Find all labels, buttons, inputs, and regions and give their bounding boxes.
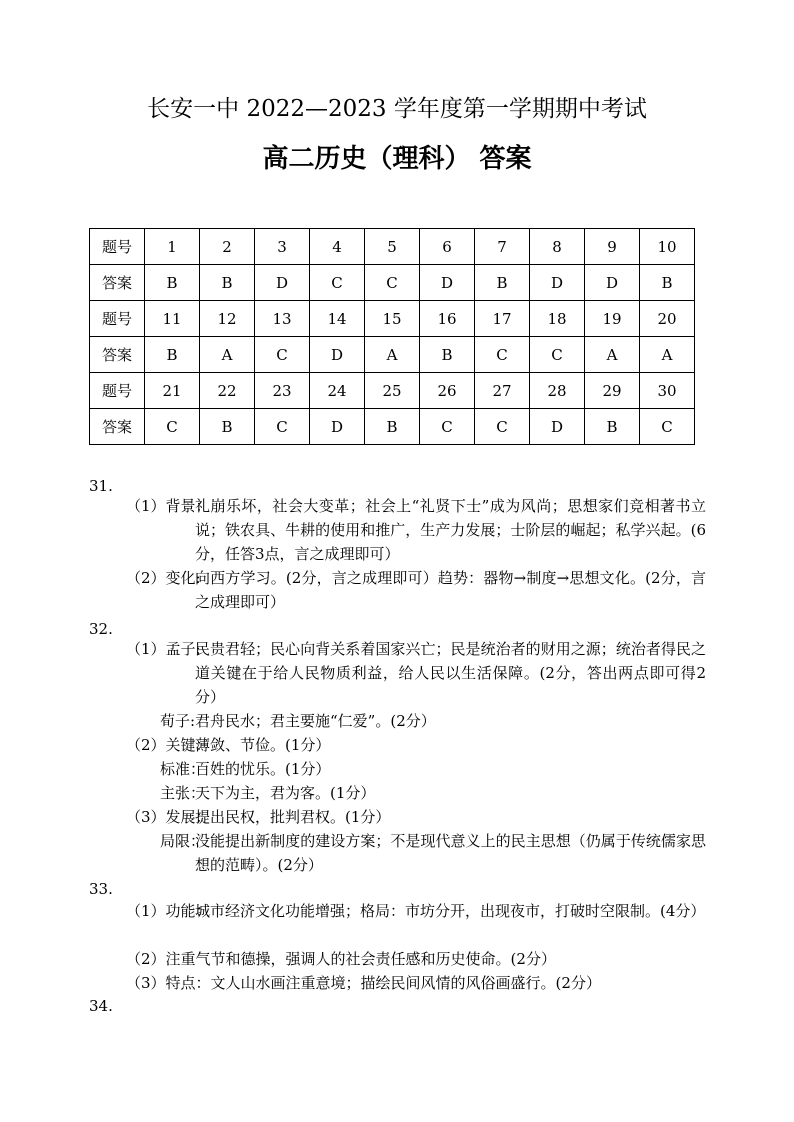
question-31-part-2-label: （2）变化: <box>126 569 201 587</box>
answer-table-cell: B <box>145 337 200 373</box>
question-33-part-1-label: （1）功能： <box>126 902 211 920</box>
answer-table-cell: B <box>585 409 640 445</box>
answer-table-row <box>90 337 695 373</box>
question-31-number: 31. <box>89 477 113 495</box>
question-32-part-1-text: 民贵君轻；民心向背关系着国家兴亡；民是统治者的财用之源；统治者得民之道关键在于给人民物质利益，给人民以生活保障。(2分，答出两点即可得2分） <box>195 640 706 706</box>
answer-table-cell: 16 <box>420 301 475 337</box>
answer-table-cell: 14 <box>310 301 365 337</box>
answer-table-cell: 1 <box>145 229 200 265</box>
answer-table <box>89 228 695 445</box>
page-title: 长安一中 2022—2023 学年度第一学期期中考试 <box>147 96 647 122</box>
question-32-part-2-label: （2）关键： <box>126 736 211 754</box>
answer-table-cell: B <box>475 265 530 301</box>
answer-table-cell: A <box>640 337 695 373</box>
answer-table-cell: B <box>200 265 255 301</box>
answer-table-cell: C <box>475 409 530 445</box>
answer-table-cell: C <box>640 409 695 445</box>
answer-table-row-header: 答案 <box>90 265 145 301</box>
answer-table-row <box>90 301 695 337</box>
question-32-part-2 <box>126 733 706 757</box>
question-32-part-3 <box>126 805 706 829</box>
answer-table-cell: 8 <box>530 229 585 265</box>
answer-table-cell: 15 <box>365 301 420 337</box>
answer-table-cell: C <box>255 409 310 445</box>
answer-table-cell: 22 <box>200 373 255 409</box>
question-33-part-1 <box>126 899 706 947</box>
answer-table-cell: 13 <box>255 301 310 337</box>
answer-table-cell: B <box>640 265 695 301</box>
answer-table-cell: 21 <box>145 373 200 409</box>
answer-table-cell: 11 <box>145 301 200 337</box>
question-32-number: 32. <box>89 620 113 638</box>
answer-table-cell: B <box>365 409 420 445</box>
question-32-part-2b <box>160 757 706 781</box>
answer-table-cell: 29 <box>585 373 640 409</box>
question-31-part-2-text: 向西方学习。(2分，言之成理即可）趋势：器物→制度→思想文化。(2分，言之成理即可） <box>195 569 706 611</box>
answer-table-cell: 3 <box>255 229 310 265</box>
question-33-number: 33. <box>89 880 113 898</box>
question-32-part-2c-text: 天下为主，君为客。(1分） <box>195 784 376 802</box>
answer-table-row <box>90 229 695 265</box>
question-33-part-1-text: 城市经济文化功能增强；格局：市坊分开，出现夜市，打破时空限制。(4分） <box>195 902 706 920</box>
question-32-part-1b <box>160 709 706 733</box>
answer-table-cell: A <box>585 337 640 373</box>
answer-table-cell: 30 <box>640 373 695 409</box>
answer-table-cell: 9 <box>585 229 640 265</box>
question-32-part-1-label: （1）孟子: <box>126 640 201 658</box>
answer-table-cell: D <box>530 409 585 445</box>
question-32-part-3-label: （3）发展： <box>126 808 211 826</box>
question-32-part-3b <box>160 829 706 877</box>
question-31-part-1 <box>126 494 706 566</box>
answer-table-row <box>90 265 695 301</box>
question-32-part-2-text: 薄敛、节俭。(1分） <box>195 736 331 754</box>
answer-table-cell: B <box>200 409 255 445</box>
answer-table-cell: 6 <box>420 229 475 265</box>
answer-table-cell: D <box>310 409 365 445</box>
answer-table-cell: A <box>200 337 255 373</box>
answer-table-cell: B <box>420 337 475 373</box>
answer-table-row-header: 题号 <box>90 229 145 265</box>
question-31-part-1-text: 礼崩乐坏，社会大变革；社会上“礼贤下士”成为风尚；思想家们竞相著书立说；铁农具、牛耕的使用和推广，生产力发展；士阶层的崛起；私学兴起。(6分，任答3点，言之成理即可） <box>195 497 706 563</box>
answer-table-cell: C <box>530 337 585 373</box>
answer-table-cell: D <box>255 265 310 301</box>
page-subtitle: 高二历史（理科） 答案 <box>262 144 532 174</box>
answer-table-row-header: 题号 <box>90 373 145 409</box>
question-32-part-1b-label: 荀子: <box>160 712 196 730</box>
answer-table-cell: A <box>365 337 420 373</box>
answer-table-row <box>90 409 695 445</box>
answer-table-cell: C <box>145 409 200 445</box>
answer-table-cell: 20 <box>640 301 695 337</box>
answer-table-row-header: 答案 <box>90 337 145 373</box>
question-32-part-2c-label: 主张： <box>160 784 206 802</box>
question-32-part-2b-text: 百姓的忧乐。(1分） <box>195 760 331 778</box>
answer-table-cell: 4 <box>310 229 365 265</box>
answer-table-cell: D <box>310 337 365 373</box>
answer-table-cell: 18 <box>530 301 585 337</box>
answer-table-cell: 28 <box>530 373 585 409</box>
answer-table-cell: 19 <box>585 301 640 337</box>
question-32-part-1 <box>126 637 706 709</box>
answer-table-cell: 27 <box>475 373 530 409</box>
answer-table-cell: 5 <box>365 229 420 265</box>
question-32-part-3-text: 提出民权，批判君权。(1分） <box>195 808 391 826</box>
answer-table-cell: 25 <box>365 373 420 409</box>
question-32-part-1b-text: 君舟民水；君主要施“仁爱”。(2分） <box>195 712 436 730</box>
answer-table-row-header: 答案 <box>90 409 145 445</box>
question-33-part-2: （2）注重气节和德操，强调人的社会责任感和历史使命。(2分） <box>126 950 556 968</box>
answer-table-cell: C <box>310 265 365 301</box>
question-32-part-3b-label: 局限： <box>160 832 206 850</box>
question-31-part-1-label: （1）背景： <box>126 497 211 515</box>
answer-table-cell: 17 <box>475 301 530 337</box>
answer-table-cell: 23 <box>255 373 310 409</box>
question-32-part-3b-text: 没能提出新制度的建设方案；不是现代意义上的民主思想（仍属于传统儒家思想的范畴）。(2分） <box>195 832 706 874</box>
answer-table-cell: D <box>420 265 475 301</box>
answer-table-cell: C <box>255 337 310 373</box>
answer-table-cell: 2 <box>200 229 255 265</box>
answer-table-cell: C <box>475 337 530 373</box>
answer-table-cell: B <box>145 265 200 301</box>
question-32-part-2c <box>160 781 706 805</box>
answer-table-cell: 7 <box>475 229 530 265</box>
answer-table-row <box>90 373 695 409</box>
answer-table-cell: 24 <box>310 373 365 409</box>
question-34-number: 34. <box>89 997 113 1015</box>
answer-table-cell: D <box>585 265 640 301</box>
answer-table-cell: 10 <box>640 229 695 265</box>
question-31-part-2 <box>126 566 706 614</box>
answer-table-cell: 12 <box>200 301 255 337</box>
question-33-part-3: （3）特点：文人山水画注重意境；描绘民间风情的风俗画盛行。(2分） <box>126 974 601 992</box>
answer-table-cell: C <box>420 409 475 445</box>
answer-table-cell: C <box>365 265 420 301</box>
answer-table-row-header: 题号 <box>90 301 145 337</box>
question-32-part-2b-label: 标准： <box>160 760 206 778</box>
answer-table-cell: 26 <box>420 373 475 409</box>
answer-table-cell: D <box>530 265 585 301</box>
